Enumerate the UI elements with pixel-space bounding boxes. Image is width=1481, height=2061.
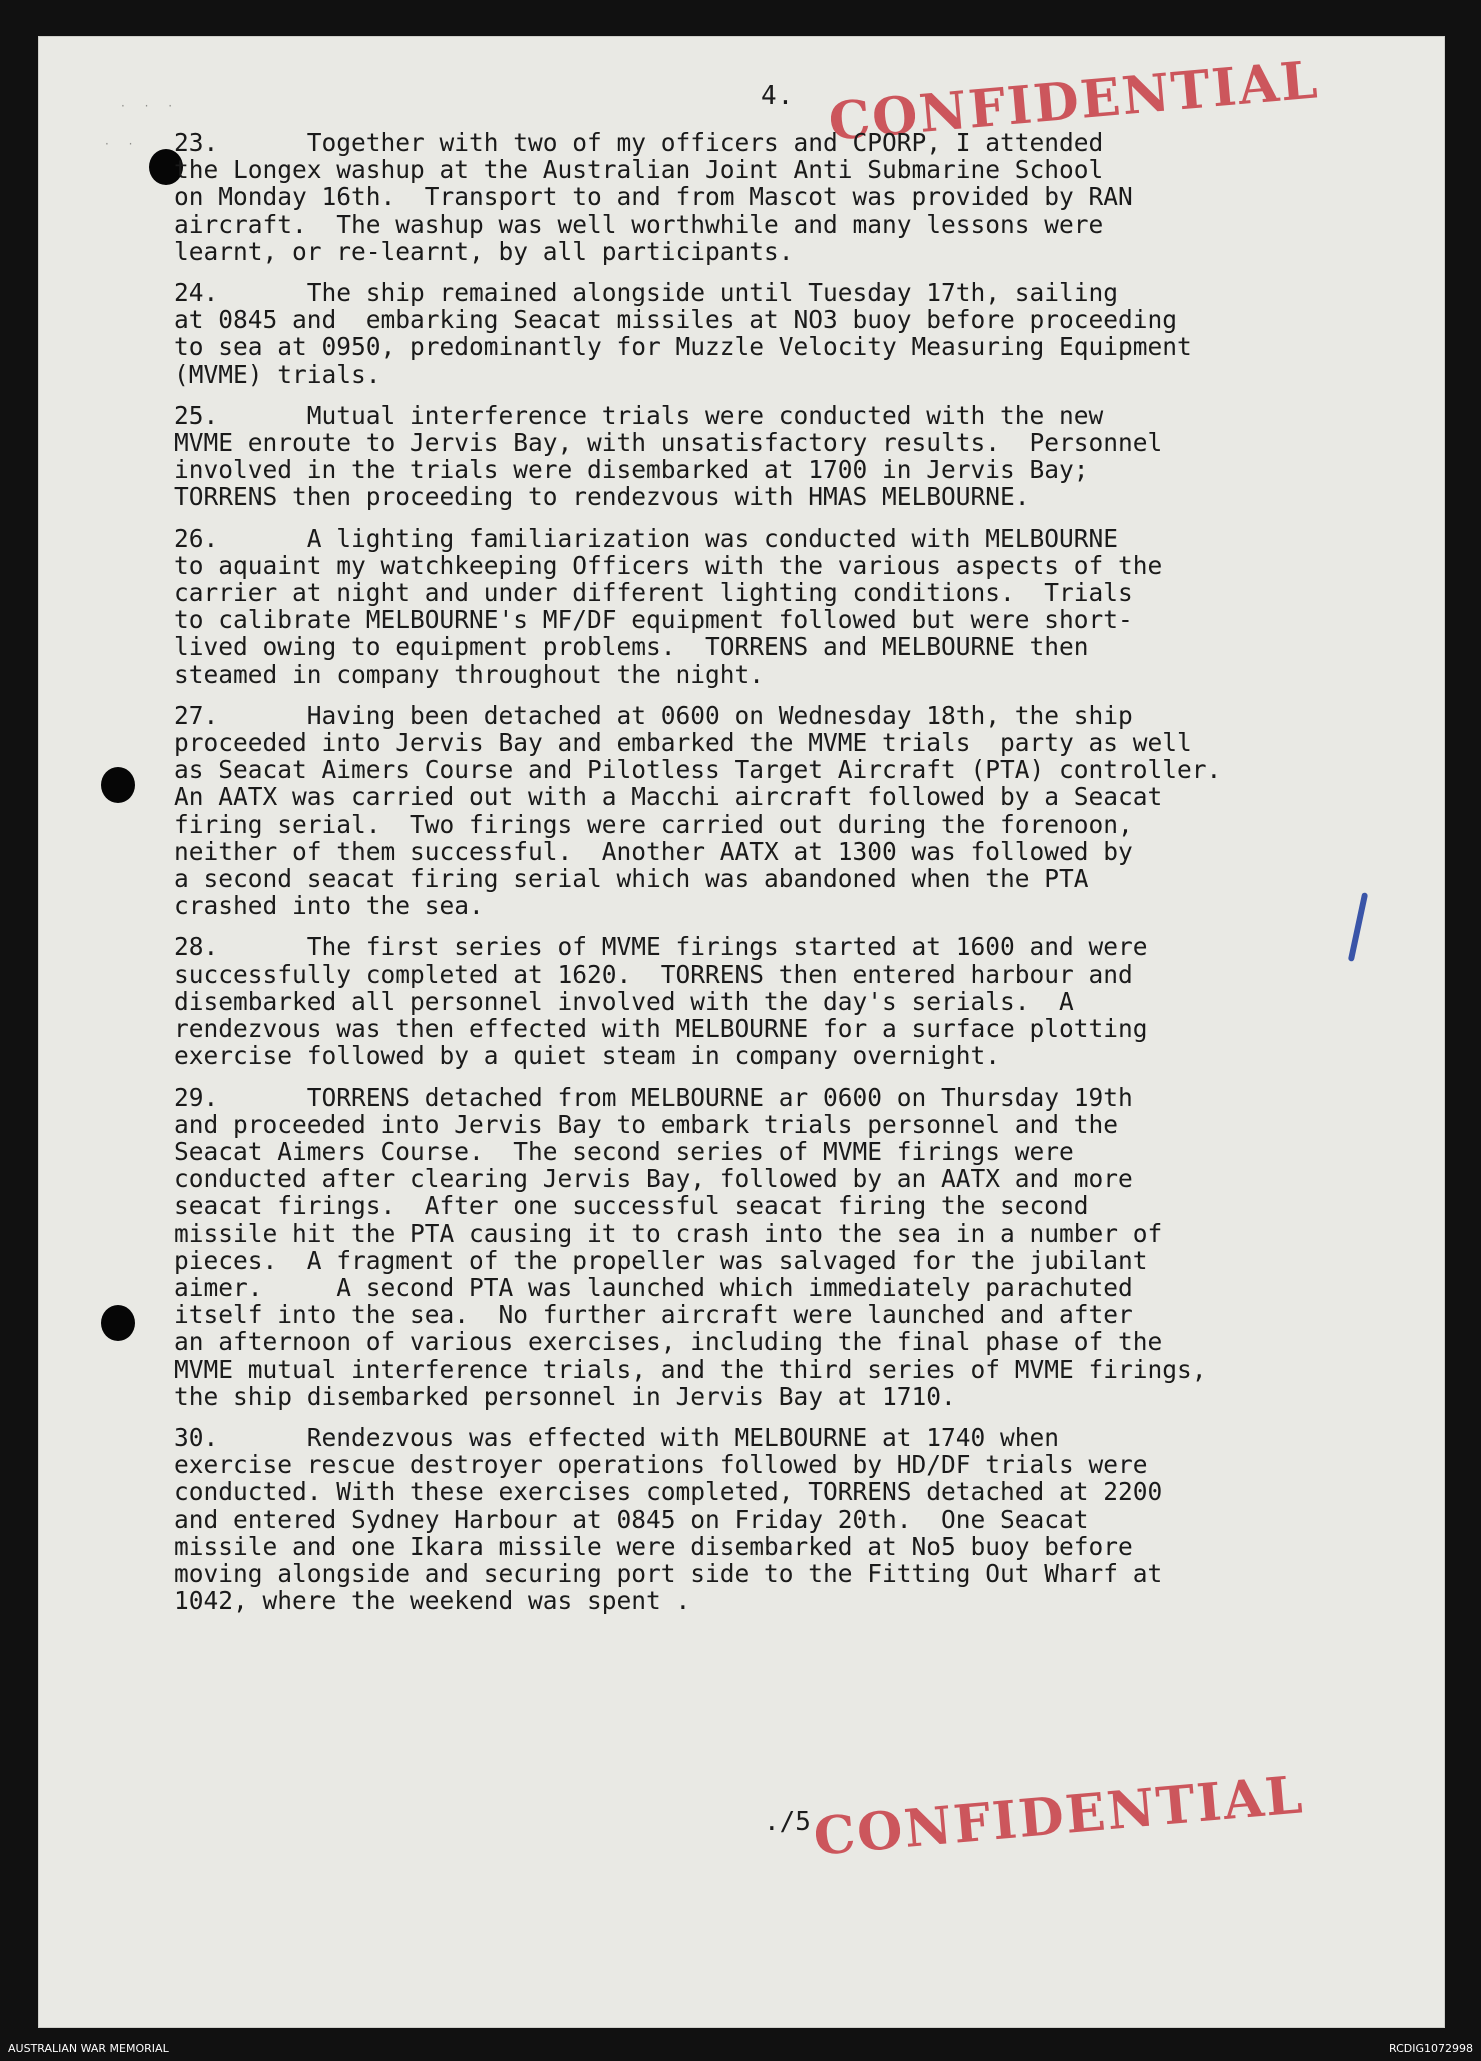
page-number: 4.	[761, 81, 795, 111]
archive-footer	[0, 2037, 1481, 2061]
confidential-stamp-top: CONFIDENTIAL	[826, 49, 1322, 153]
confidential-stamp-bottom: CONFIDENTIAL	[811, 1764, 1307, 1868]
punch-hole	[101, 1305, 135, 1341]
document-page	[38, 36, 1445, 2028]
archive-name: AUSTRALIAN WAR MEMORIAL	[8, 2042, 169, 2055]
paragraph-27: 27. Having been detached at 0600 on Wednesday 18th, the ship proceeded into Jervis Bay and embarked the MVME trials party as well as Seacat Aimers Course and Pilotless Target Aircraft (PTA) controller. An AATX was carried out with a Macchi aircraft followed by a Seacat firing serial. Two firings were carried out during the forenoon, neither of them successful. Another AATX at 1300 was followed by a second seacat firing serial which was abandoned when the PTA crashed into the sea.	[174, 700, 1222, 921]
paragraph-29: 29. TORRENS detached from MELBOURNE ar 0600 on Thursday 19th and proceeded into Jervis Bay to embark trials personnel and the Seacat Aimers Course. The second series of MVME firings were conducted after clearing Jervis Bay, followed by an AATX and more seacat firings. After one successful seacat firing the second missile hit the PTA causing it to crash into the sea in a number of pieces. A fragment of the propeller was salvaged for the jubilant aimer. A second PTA was launched which immediately parachuted itself into the sea. No further aircraft were launched and after an afternoon of various exercises, including the final phase of the MVME mutual interference trials, and the third series of MVME firings, the ship disembarked personnel in Jervis Bay at 1710.	[174, 1082, 1207, 1411]
paper-scuff-marks: · · ·	[121, 99, 181, 113]
paragraph-24: 24. The ship remained alongside until Tuesday 17th, sailing at 0845 and embarking Seacat missiles at NO3 buoy before proceeding to sea at 0950, predominantly for Muzzle Velocity Measuring Equipment (MVME) trials.	[174, 278, 1192, 389]
paper-scuff-marks: · ·	[105, 137, 141, 151]
paragraph-30: 30. Rendezvous was effected with MELBOURNE at 1740 when exercise rescue destroyer operations followed by HD/DF trials were conducted. With these exercises completed, TORRENS detached at 2200 and entered Sydney Harbour at 0845 on Friday 20th. One Seacat missile and one Ikara missile were disembarked at No5 buoy before moving alongside and securing port side to the Fitting Out Wharf at 1042, where the weekend was spent .	[174, 1422, 1163, 1616]
report-body	[174, 129, 1434, 1628]
next-page-marker: ./5	[764, 1807, 811, 1837]
paragraph-23: 23. Together with two of my officers and CPORP, I attended the Longex washup at the Australian Joint Anti Submarine School on Monday 16th. Transport to and from Mascot was provided by RAN aircraft. The washup was well worthwhile and many lessons were learnt, or re-learnt, by all participants.	[174, 128, 1133, 266]
paragraph-28: 28. The first series of MVME firings started at 1600 and were successfully completed at 1620. TORRENS then entered harbour and disembarked all personnel involved with the day's serials. A rendezvous was then effected with MELBOURNE for a surface plotting exercise followed by a quiet steam in company overnight.	[174, 932, 1148, 1071]
archive-item-id: RCDIG1072998	[1388, 2042, 1473, 2055]
paragraph-25: 25. Mutual interference trials were conducted with the new MVME enroute to Jervis Bay, with unsatisfactory results. Personnel involved in the trials were disembarked at 1700 in Jervis Bay; TORRENS then proceeding to rendezvous with HMAS MELBOURNE.	[174, 400, 1163, 512]
paragraph-26: 26. A lighting familiarization was conducted with MELBOURNE to aquaint my watchkeeping Officers with the various aspects of the carrier at night and under different lighting conditions. Trials to calibrate MELBOURNE's MF/DF equipment followed but were short- lived owing to equipment problems. TORRENS and MELBOURNE then steamed in company throughout the night.	[174, 523, 1163, 689]
punch-hole	[101, 767, 135, 803]
